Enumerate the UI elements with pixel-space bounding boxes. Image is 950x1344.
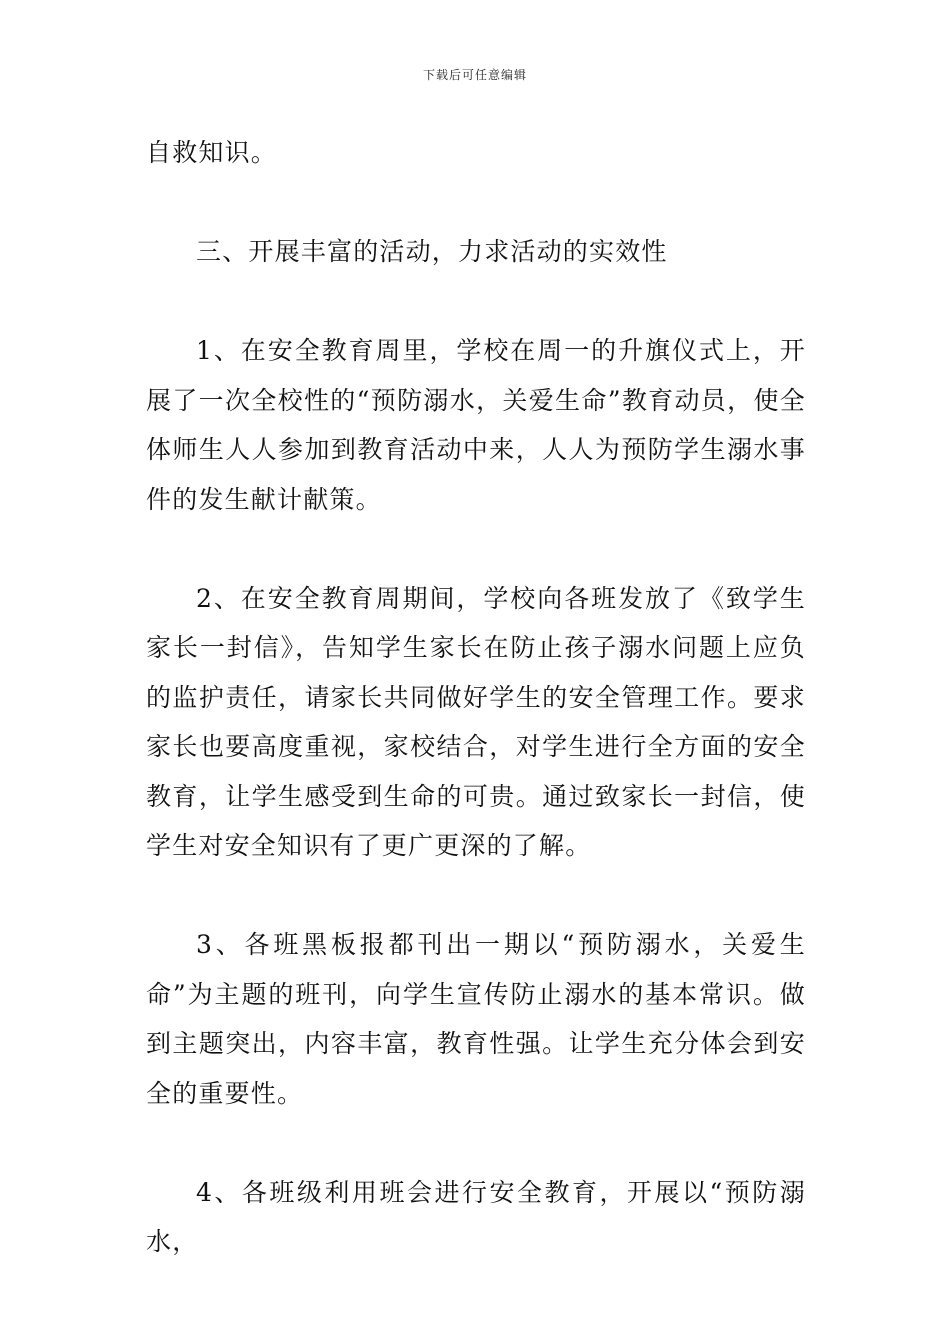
paragraph-item-2: 2、在安全教育周期间，学校向各班发放了《致学生家长一封信》，告知学生家长在防止孩子溺水问题上应负的监护责任，请家长共同做好学生的安全管理工作。要求家长也要高度重视，家校结合，对学生进行全方面的安全教育，让学生感受到生命的可贵。通过致家长一封信，使学生对安全知识有了更广更深的了解。 <box>146 583 806 860</box>
paragraph-item-3: 3、各班黑板报都刊出一期以“预防溺水，关爱生命”为主题的班刊，向学生宣传防止溺水的基本常识。做到主题突出，内容丰富，教育性强。让学生充分体会到安全的重要性。 <box>146 930 806 1108</box>
paragraph-spacer <box>146 277 806 327</box>
paragraph-continuation: 自救知识。 <box>146 138 278 167</box>
document-body <box>146 128 806 1267</box>
paragraph-spacer <box>146 178 806 228</box>
paragraph-spacer <box>146 871 806 921</box>
paragraph-spacer <box>146 524 806 574</box>
paragraph-item-4: 4、各班级利用班会进行安全教育，开展以“预防溺水， <box>146 1177 806 1256</box>
section-heading: 三、开展丰富的活动，力求活动的实效性 <box>196 237 668 266</box>
page-header: 下载后可任意编辑 <box>422 68 527 82</box>
paragraph-item-1: 1、在安全教育周里，学校在周一的升旗仪式上，开展了一次全校性的“预防溺水，关爱生命”教育动员，使全体师生人人参加到教育活动中来，人人为预防学生溺水事件的发生献计献策。 <box>146 336 806 514</box>
paragraph-spacer <box>146 1118 806 1168</box>
